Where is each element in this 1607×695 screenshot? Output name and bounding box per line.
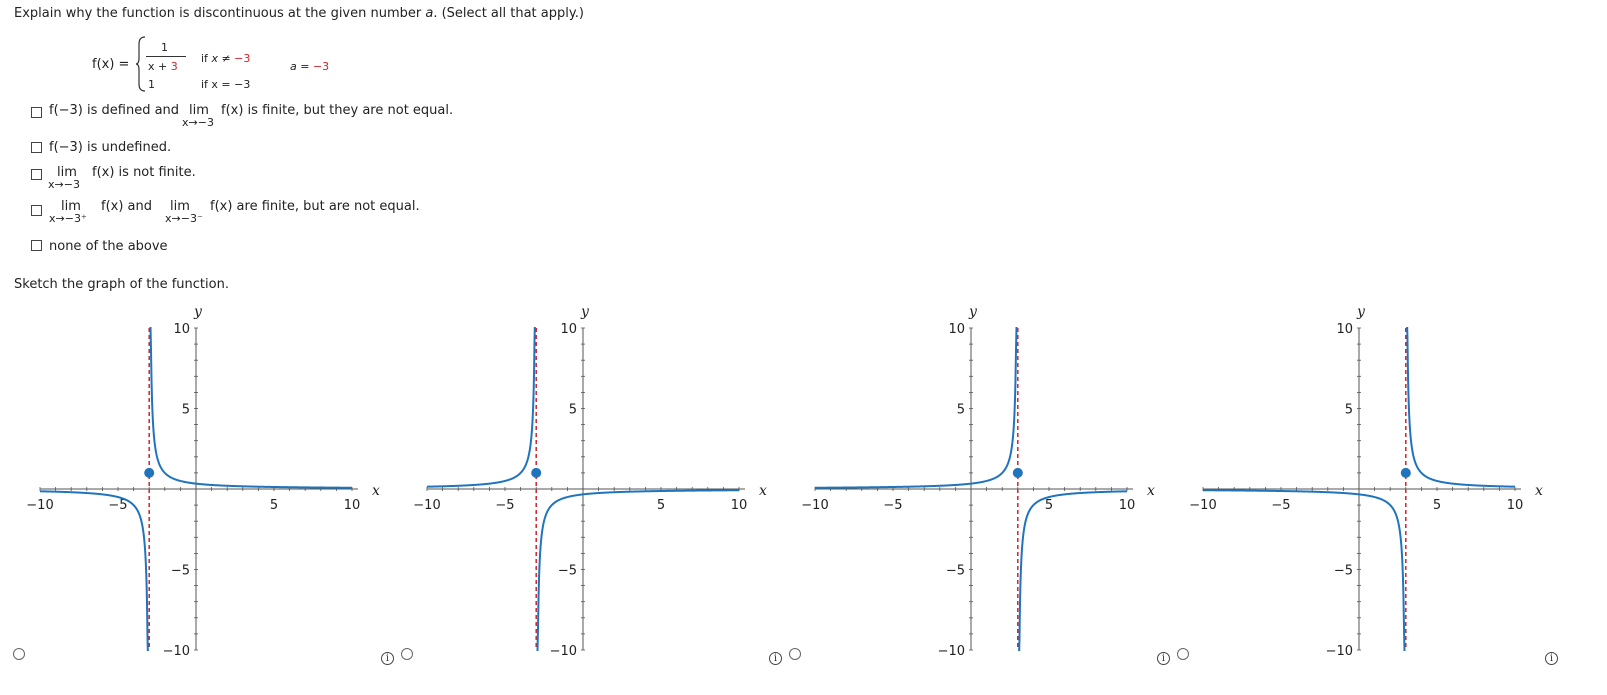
piece1-numerator: 1 — [161, 41, 168, 54]
piece2-condition: if x = −3 — [201, 78, 251, 91]
info-icon[interactable]: i — [1545, 652, 1558, 665]
defined-point — [144, 468, 154, 478]
y-tick-label: 10 — [173, 322, 190, 337]
y-tick-label: −10 — [937, 644, 965, 659]
checkbox-option-3[interactable] — [31, 169, 42, 180]
function-curve — [1203, 490, 1405, 650]
option-1-text-rest: f(x) is finite, but they are not equal. — [221, 103, 454, 118]
y-tick-label: −5 — [945, 563, 965, 579]
y-tick-label: −10 — [549, 644, 577, 659]
x-tick-label: −10 — [801, 498, 829, 513]
x-tick-label: −10 — [1189, 498, 1217, 513]
function-curve — [150, 328, 352, 488]
x-axis-label: x — [372, 483, 380, 499]
option-2-text: f(−3) is undefined. — [49, 140, 172, 155]
fraction-bar — [146, 56, 186, 57]
radio-graph-2[interactable] — [401, 648, 413, 660]
x-tick-label: 5 — [1432, 498, 1442, 513]
sketch-prompt: Sketch the graph of the function. — [14, 277, 229, 292]
graph-option-3 — [787, 300, 1167, 662]
piece2-value: 1 — [148, 78, 155, 91]
piece1-denominator: x + 3 — [148, 60, 178, 73]
x-tick-label: −5 — [1271, 498, 1291, 513]
question-prompt — [14, 6, 584, 21]
y-tick-label: 10 — [560, 322, 577, 337]
checkbox-option-4[interactable] — [31, 205, 42, 216]
option-3-lim: lim — [57, 165, 77, 180]
y-tick-label: 5 — [1344, 402, 1353, 418]
option-5-text: none of the above — [49, 239, 168, 254]
graph-option-2 — [399, 300, 779, 662]
piece1-condition: if x ≠ −3 — [201, 52, 251, 65]
function-curve — [427, 328, 536, 487]
info-icon[interactable]: i — [769, 652, 782, 665]
checkbox-option-5[interactable] — [31, 240, 42, 251]
x-tick-label: 10 — [730, 498, 748, 513]
x-axis-label: x — [1535, 483, 1543, 499]
graph-option-4 — [1175, 300, 1555, 662]
radio-graph-3[interactable] — [789, 648, 801, 660]
function-curve — [1406, 328, 1515, 487]
y-tick-label: 5 — [568, 402, 577, 418]
option-1-text: f(−3) is defined and — [49, 103, 180, 118]
x-axis-label: x — [1147, 483, 1155, 499]
option-1-lim: lim — [189, 103, 209, 118]
x-tick-label: 10 — [343, 498, 361, 513]
radio-graph-4[interactable] — [1177, 648, 1189, 660]
y-tick-label: 10 — [1336, 322, 1353, 337]
option-3-lim-sub: x→−3 — [48, 178, 80, 191]
checkbox-option-2[interactable] — [31, 142, 42, 153]
a-definition: a = −3 — [290, 60, 330, 73]
function-curve — [40, 491, 149, 650]
option-1-lim-sub: x→−3 — [182, 116, 214, 129]
x-tick-label: 10 — [1506, 498, 1524, 513]
function-curve — [1018, 491, 1127, 650]
x-tick-label: −10 — [26, 498, 54, 513]
y-tick-label: 5 — [181, 402, 190, 418]
x-tick-label: 5 — [1044, 498, 1054, 513]
option-4-text-rest: f(x) are finite, but are not equal. — [210, 199, 420, 214]
option-4-text-mid: f(x) and — [101, 199, 153, 214]
graph-option-1 — [12, 300, 392, 662]
function-curve — [815, 328, 1017, 488]
x-tick-label: −5 — [883, 498, 903, 513]
info-icon[interactable]: i — [381, 652, 394, 665]
y-tick-label: −10 — [162, 644, 190, 659]
x-tick-label: 5 — [269, 498, 279, 513]
x-tick-label: −10 — [413, 498, 441, 513]
x-tick-label: −5 — [495, 498, 515, 513]
y-tick-label: −5 — [1333, 563, 1353, 579]
brace-icon — [135, 36, 147, 92]
option-4-lim-left-sub: x→−3⁻ — [165, 212, 203, 225]
y-axis-label: y — [969, 304, 977, 320]
x-tick-label: 5 — [656, 498, 666, 513]
y-axis-label: y — [194, 304, 202, 320]
y-axis-label: y — [581, 304, 589, 320]
option-4-lim-right-sub: x→−3⁺ — [49, 212, 87, 225]
defined-point — [1401, 468, 1411, 478]
x-tick-label: −5 — [108, 498, 128, 513]
prompt-text-end: . (Select all that apply.) — [433, 6, 584, 21]
checkbox-option-1[interactable] — [31, 107, 42, 118]
fx-label: f(x) = — [92, 57, 130, 72]
y-tick-label: −5 — [170, 563, 190, 579]
defined-point — [1013, 468, 1023, 478]
defined-point — [531, 468, 541, 478]
y-tick-label: 10 — [948, 322, 965, 337]
x-tick-label: 10 — [1118, 498, 1136, 513]
y-tick-label: 5 — [956, 402, 965, 418]
y-tick-label: −5 — [557, 563, 577, 579]
radio-graph-1[interactable] — [13, 648, 25, 660]
option-4-lim-left: lim — [170, 199, 190, 214]
y-axis-label: y — [1357, 304, 1365, 320]
x-axis-label: x — [759, 483, 767, 499]
y-tick-label: −10 — [1325, 644, 1353, 659]
option-4-lim-right: lim — [61, 199, 81, 214]
info-icon[interactable]: i — [1157, 652, 1170, 665]
prompt-variable: a — [425, 6, 434, 21]
option-3-text: f(x) is not finite. — [92, 165, 196, 180]
prompt-text: Explain why the function is discontinuous at the given number — [14, 6, 426, 21]
